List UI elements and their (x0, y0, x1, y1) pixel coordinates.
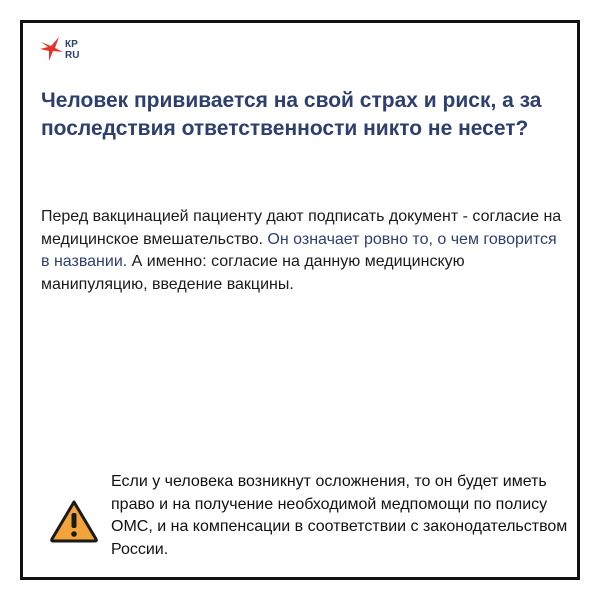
warning-note (49, 471, 569, 571)
body-text-part1: Перед вакцинацией пациенту дают подписать документ - согласие на медицинское вмешательство. (41, 208, 562, 248)
body-paragraph (41, 206, 569, 296)
svg-text:КР: КР (65, 39, 78, 50)
body-highlight: Он означает ровно то, о чем говорится в названии. (41, 230, 557, 270)
info-card (20, 20, 580, 580)
svg-text:RU: RU (65, 50, 80, 61)
warning-triangle-icon (49, 499, 99, 543)
kp-logo (39, 35, 87, 63)
body-text-part2: А именно: согласие на данную медицинскую манипуляцию, введение вакцины. (41, 253, 465, 293)
warning-text: Если у человека возникнут осложнения, то он будет иметь право и на получение необходимой медпомощи по полису ОМС, и на компенсации в соответствии с законодательством России. (111, 473, 568, 558)
card-title: Человек прививается на свой страх и риск, а за последствия ответственности никто не несет? (41, 89, 542, 140)
kp-star-logo-icon (39, 35, 87, 63)
